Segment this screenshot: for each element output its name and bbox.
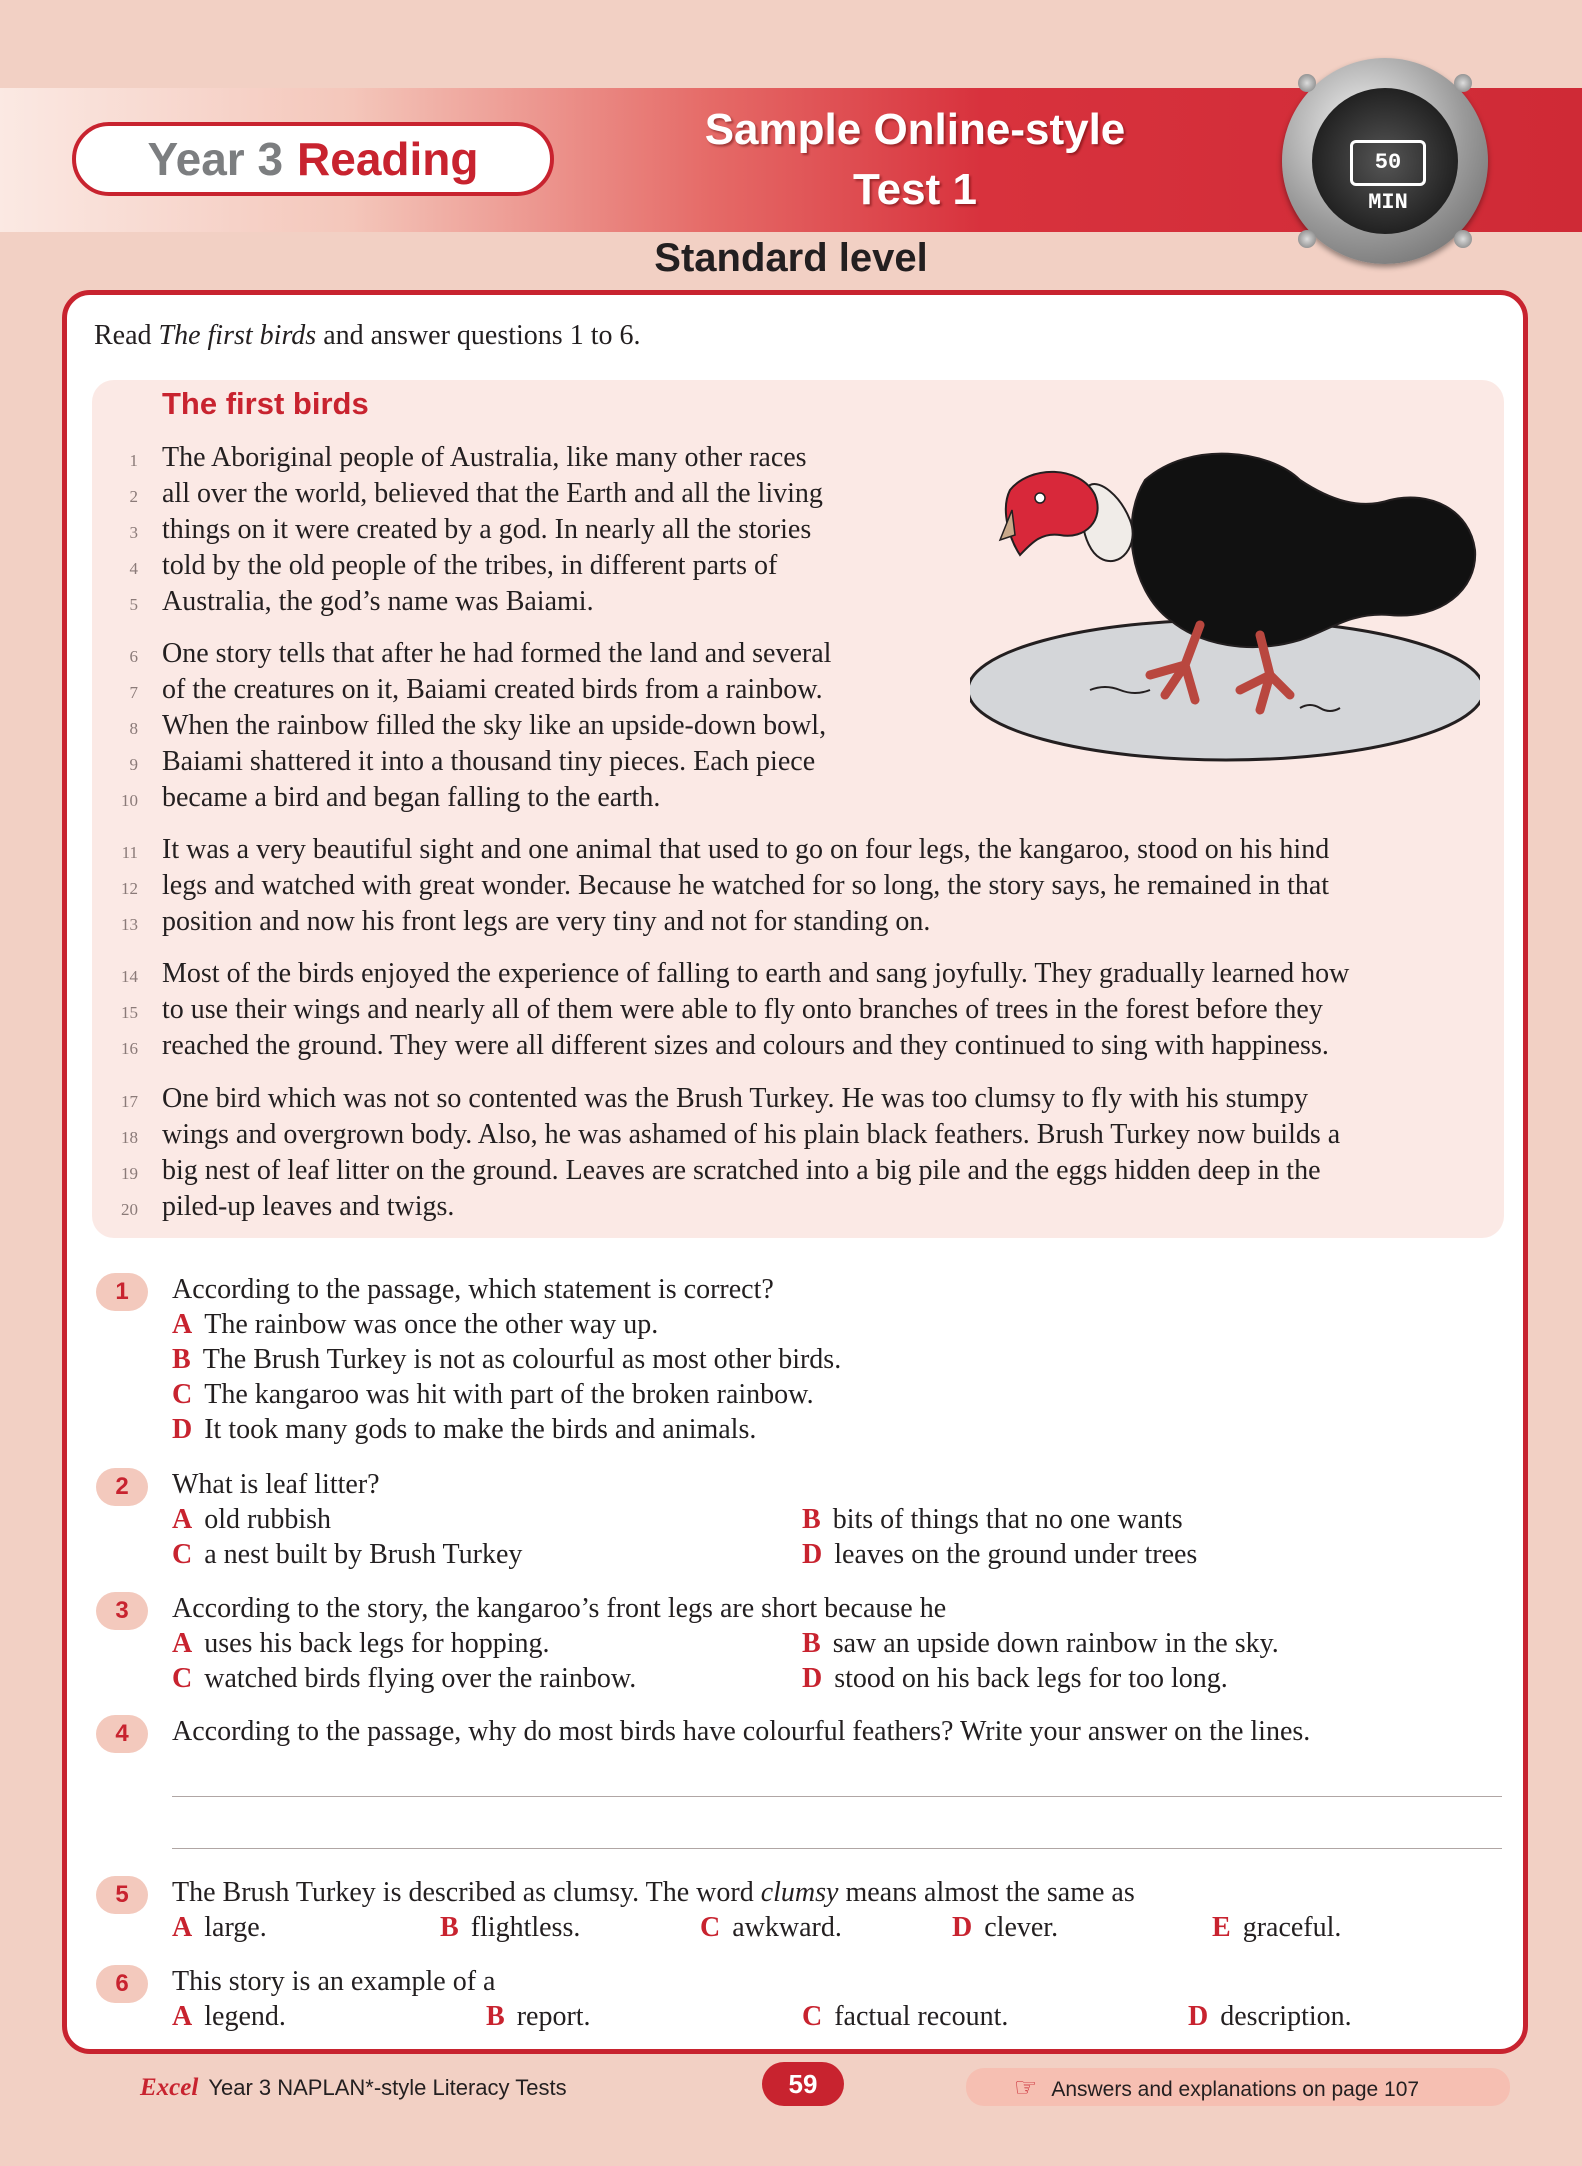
question-number-badge: 2 bbox=[96, 1468, 148, 1506]
answer-option[interactable] bbox=[486, 2001, 591, 2033]
option-text: graceful. bbox=[1242, 1912, 1342, 1943]
option-text: legend. bbox=[204, 2001, 286, 2032]
passage-line: things on it were created by a god. In nearly all the stories bbox=[162, 514, 812, 545]
question-keyword: clumsy bbox=[760, 1877, 839, 1908]
line-number: 7 bbox=[129, 683, 138, 702]
answer-option[interactable] bbox=[172, 1539, 522, 1571]
answer-option[interactable] bbox=[172, 1414, 756, 1446]
line-number: 17 bbox=[121, 1092, 138, 1111]
question-text: This story is an example of a bbox=[172, 1966, 496, 1997]
question-text-part: The Brush Turkey is described as clumsy. The word bbox=[172, 1877, 761, 1908]
answers-reference-text: Answers and explanations on page 107 bbox=[1051, 2078, 1420, 2101]
option-letter: C bbox=[172, 1379, 193, 1410]
option-letter: D bbox=[802, 1663, 823, 1694]
timer-display: 50 MIN bbox=[1350, 140, 1426, 186]
screw-icon bbox=[1454, 74, 1472, 92]
line-number: 5 bbox=[129, 595, 138, 614]
line-number: 20 bbox=[121, 1200, 138, 1219]
page-number: 59 bbox=[762, 2062, 844, 2106]
option-text: description. bbox=[1220, 2001, 1352, 2032]
question-number-badge: 6 bbox=[96, 1965, 148, 2003]
answer-option[interactable] bbox=[802, 2001, 1008, 2033]
passage-line: wings and overgrown body. Also, he was ashamed of his plain black feathers. Brush Turkey now builds a bbox=[162, 1119, 1341, 1150]
question-text: According to the story, the kangaroo’s front legs are short because he bbox=[172, 1593, 947, 1624]
answer-option[interactable] bbox=[700, 1912, 842, 1944]
option-text: The rainbow was once the other way up. bbox=[204, 1309, 659, 1340]
option-letter: B bbox=[802, 1628, 821, 1659]
line-number: 16 bbox=[121, 1039, 138, 1058]
option-letter: B bbox=[172, 1344, 191, 1375]
option-letter: D bbox=[952, 1912, 973, 1943]
question-number-badge: 4 bbox=[96, 1715, 148, 1753]
answer-line[interactable] bbox=[172, 1796, 1502, 1797]
passage-line: piled-up leaves and twigs. bbox=[162, 1191, 455, 1222]
answer-option[interactable] bbox=[172, 2001, 286, 2033]
option-text: It took many gods to make the birds and animals. bbox=[204, 1414, 757, 1445]
line-number: 8 bbox=[129, 719, 138, 738]
brand-logo: Excel bbox=[140, 2074, 199, 2101]
line-number: 6 bbox=[129, 647, 138, 666]
option-text: factual recount. bbox=[834, 2001, 1009, 2032]
passage-line: The Aboriginal people of Australia, like many other races bbox=[162, 442, 807, 473]
intro-title: The first birds bbox=[158, 320, 317, 351]
intro-text: Read bbox=[94, 320, 159, 351]
option-text: The kangaroo was hit with part of the broken rainbow. bbox=[204, 1379, 814, 1410]
line-number: 4 bbox=[129, 559, 138, 578]
passage-line: When the rainbow filled the sky like an upside-down bowl, bbox=[162, 710, 827, 741]
option-letter: E bbox=[1212, 1912, 1231, 1943]
year-label: Year 3 bbox=[147, 133, 284, 185]
passage-line: Baiami shattered it into a thousand tiny pieces. Each piece bbox=[162, 746, 816, 777]
line-number: 14 bbox=[121, 967, 138, 986]
option-text: bits of things that no one wants bbox=[832, 1504, 1183, 1535]
answer-option[interactable] bbox=[952, 1912, 1058, 1944]
option-text: stood on his back legs for too long. bbox=[834, 1663, 1228, 1694]
option-text: old rubbish bbox=[204, 1504, 332, 1535]
question-number-badge: 1 bbox=[96, 1273, 148, 1311]
test-title bbox=[640, 100, 1190, 220]
intro-text: and answer questions 1 to 6. bbox=[316, 320, 641, 351]
option-text: report. bbox=[516, 2001, 591, 2032]
passage-line: all over the world, believed that the Earth and all the living bbox=[162, 478, 823, 509]
option-text: leaves on the ground under trees bbox=[834, 1539, 1198, 1570]
footer-book-title bbox=[140, 2074, 567, 2102]
timer-icon bbox=[1282, 58, 1488, 264]
test-title-line1: Sample Online-style bbox=[704, 105, 1126, 154]
answer-option[interactable] bbox=[172, 1504, 331, 1536]
passage-line: One bird which was not so contented was the Brush Turkey. He was too clumsy to fly with his stumpy bbox=[162, 1083, 1309, 1114]
year-subject-label bbox=[72, 122, 554, 196]
option-letter: C bbox=[172, 1539, 193, 1570]
question-number-badge: 5 bbox=[96, 1876, 148, 1914]
passage-line: told by the old people of the tribes, in different parts of bbox=[162, 550, 778, 581]
passage-title: The first birds bbox=[162, 386, 369, 421]
passage-line: of the creatures on it, Baiami created birds from a rainbow. bbox=[162, 674, 823, 705]
answer-option[interactable] bbox=[802, 1539, 1197, 1571]
pointing-hand-icon: ☞ bbox=[1014, 2072, 1038, 2102]
answer-option[interactable] bbox=[802, 1628, 1279, 1660]
option-letter: C bbox=[802, 2001, 823, 2032]
option-text: clever. bbox=[984, 1912, 1059, 1943]
passage-line: position and now his front legs are very tiny and not for standing on. bbox=[162, 906, 931, 937]
option-letter: C bbox=[700, 1912, 721, 1943]
option-letter: A bbox=[172, 1912, 193, 1943]
answer-option[interactable] bbox=[172, 1344, 841, 1376]
option-letter: B bbox=[440, 1912, 459, 1943]
line-number: 2 bbox=[129, 487, 138, 506]
answer-option[interactable] bbox=[802, 1663, 1228, 1695]
passage-line: legs and watched with great wonder. Because he watched for so long, the story says, he remained in that bbox=[162, 870, 1330, 901]
line-number: 13 bbox=[121, 915, 138, 934]
line-number: 15 bbox=[121, 1003, 138, 1022]
option-letter: D bbox=[802, 1539, 823, 1570]
answer-line[interactable] bbox=[172, 1848, 1502, 1849]
passage-line: became a bird and began falling to the earth. bbox=[162, 782, 661, 813]
line-number: 11 bbox=[121, 843, 138, 862]
screw-icon bbox=[1298, 74, 1316, 92]
book-title: Year 3 NAPLAN*-style Literacy Tests bbox=[208, 2075, 567, 2100]
question-text bbox=[172, 1877, 1135, 1909]
timer-face bbox=[1312, 88, 1458, 234]
option-letter: D bbox=[1188, 2001, 1209, 2032]
answer-option[interactable] bbox=[172, 1628, 550, 1660]
passage-line: Most of the birds enjoyed the experience of falling to earth and sang joyfully. They gradually learned how bbox=[162, 958, 1350, 989]
option-letter: C bbox=[172, 1663, 193, 1694]
option-letter: A bbox=[172, 1504, 193, 1535]
answers-reference[interactable] bbox=[966, 2068, 1510, 2106]
option-letter: A bbox=[172, 2001, 193, 2032]
answer-option[interactable] bbox=[1212, 1912, 1341, 1944]
passage-line: reached the ground. They were all different sizes and colours and they continued to sing with happiness. bbox=[162, 1030, 1329, 1061]
answer-option[interactable] bbox=[1188, 2001, 1352, 2033]
level-heading: Standard level bbox=[654, 236, 928, 280]
passage-line: One story tells that after he had formed the land and several bbox=[162, 638, 832, 669]
intro-instruction bbox=[94, 320, 641, 352]
line-number: 3 bbox=[129, 523, 138, 542]
question-text: According to the passage, why do most birds have colourful feathers? Write your answer on the lines. bbox=[172, 1716, 1311, 1747]
option-text: saw an upside down rainbow in the sky. bbox=[832, 1628, 1279, 1659]
option-text: awkward. bbox=[732, 1912, 842, 1943]
subject-label: Reading bbox=[297, 133, 479, 185]
option-letter: A bbox=[172, 1628, 193, 1659]
brush-turkey-illustration bbox=[970, 440, 1480, 770]
option-text: flightless. bbox=[470, 1912, 581, 1943]
answer-option[interactable] bbox=[172, 1912, 267, 1944]
option-text: large. bbox=[204, 1912, 267, 1943]
line-number: 18 bbox=[121, 1128, 138, 1147]
passage-line: It was a very beautiful sight and one animal that used to go on four legs, the kangaroo, stood on his hind bbox=[162, 834, 1330, 865]
line-number: 1 bbox=[129, 451, 138, 470]
option-text: a nest built by Brush Turkey bbox=[204, 1539, 523, 1570]
question-text: According to the passage, which statement is correct? bbox=[172, 1274, 774, 1305]
option-letter: A bbox=[172, 1309, 193, 1340]
option-text: The Brush Turkey is not as colourful as most other birds. bbox=[202, 1344, 842, 1375]
answer-option[interactable] bbox=[172, 1379, 814, 1411]
question-text: What is leaf litter? bbox=[172, 1469, 380, 1500]
line-number: 19 bbox=[121, 1164, 138, 1183]
line-number: 12 bbox=[121, 879, 138, 898]
passage-line: Australia, the god’s name was Baiami. bbox=[162, 586, 594, 617]
answer-option[interactable] bbox=[172, 1309, 658, 1341]
answer-option[interactable] bbox=[172, 1663, 636, 1695]
option-letter: D bbox=[172, 1414, 193, 1445]
question-text-part: means almost the same as bbox=[838, 1877, 1135, 1908]
option-text: uses his back legs for hopping. bbox=[204, 1628, 550, 1659]
test-title-line2: Test 1 bbox=[853, 165, 977, 214]
passage-line: to use their wings and nearly all of them were able to fly onto branches of trees in the forest before they bbox=[162, 994, 1323, 1025]
option-letter: B bbox=[486, 2001, 505, 2032]
answer-option[interactable] bbox=[802, 1504, 1183, 1536]
line-number: 9 bbox=[129, 755, 138, 774]
line-number: 10 bbox=[121, 791, 138, 810]
passage-line: big nest of leaf litter on the ground. Leaves are scratched into a big pile and the eggs hidden deep in the bbox=[162, 1155, 1321, 1186]
answer-option[interactable] bbox=[440, 1912, 580, 1944]
option-text: watched birds flying over the rainbow. bbox=[204, 1663, 637, 1694]
question-number-badge: 3 bbox=[96, 1592, 148, 1630]
option-letter: B bbox=[802, 1504, 821, 1535]
